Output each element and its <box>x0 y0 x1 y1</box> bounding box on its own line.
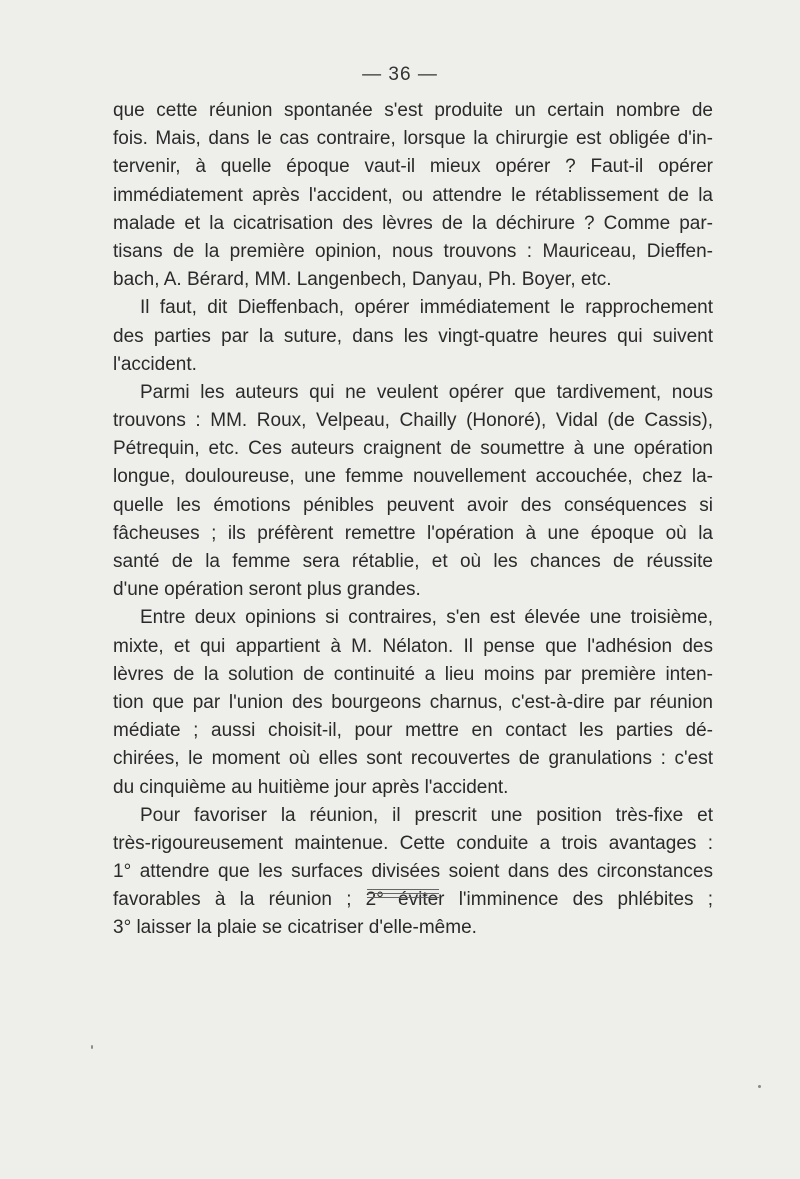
text-line: Parmi les auteurs qui ne veulent opérer que tardivement, nous <box>140 381 713 403</box>
text-line: des parties par la suture, dans les vingt-quatre heures qui suivent <box>113 325 713 347</box>
text-line: très-rigoureusement maintenue. Cette conduite a trois avantages : <box>113 832 713 854</box>
text-line: quelle les émotions pénibles peuvent avoir des conséquences si <box>113 494 713 516</box>
text-line: chirées, le moment où elles sont recouvertes de granulations : c'est <box>113 748 713 770</box>
text-line: du cinquième au huitième jour après l'accident. <box>113 776 509 798</box>
text-line: Pour favoriser la réunion, il prescrit une position très-fixe et <box>140 804 713 826</box>
end-rule <box>367 897 439 898</box>
text-line: malade et la cicatrisation des lèvres de la déchirure ? Comme par- <box>113 212 713 234</box>
end-rule <box>367 893 439 894</box>
body-text <box>113 97 713 943</box>
text-line: tervenir, à quelle époque vaut-il mieux opérer ? Faut-il opérer <box>113 156 713 178</box>
paper-speck <box>91 1045 93 1049</box>
text-line: tion que par l'union des bourgeons charnus, c'est-à-dire par réunion <box>113 691 713 713</box>
text-line: longue, douloureuse, une femme nouvellement accouchée, chez la- <box>113 466 713 488</box>
text-line: que cette réunion spontanée s'est produite un certain nombre de <box>113 100 713 121</box>
text-line: médiate ; aussi choisit-il, pour mettre en contact les parties dé- <box>113 720 713 742</box>
text-line: 3° laisser la plaie se cicatriser d'elle-même. <box>113 917 477 939</box>
text-line: santé de la femme sera rétablie, et où les chances de réussite <box>113 551 713 572</box>
page-number: — 36 — <box>362 64 438 85</box>
text-line: l'accident. <box>113 353 197 375</box>
paper-speck <box>758 1085 761 1088</box>
text-line: mixte, et qui appartient à M. Nélaton. Il pense que l'adhésion des <box>113 635 713 657</box>
text-line: 1° attendre que les surfaces divisées soient dans des circonstances <box>113 861 713 883</box>
text-line: tisans de la première opinion, nous trouvons : Mauriceau, Dieffen- <box>113 240 713 262</box>
text-line: favorables à la réunion ; 2° éviter l'imminence des phlébites ; <box>113 889 713 911</box>
text-line: Entre deux opinions si contraires, s'en est élevée une troisième, <box>140 607 713 629</box>
text-line: bach, A. Bérard, MM. Langenbech, Danyau, Ph. Boyer, etc. <box>113 269 612 291</box>
text-line: Pétrequin, etc. Ces auteurs craignent de soumettre à une opération <box>113 438 713 460</box>
end-rule <box>367 889 439 890</box>
text-line: d'une opération seront plus grandes. <box>113 579 421 601</box>
text-line: fois. Mais, dans le cas contraire, lorsque la chirurgie est obligée d'in- <box>113 128 713 150</box>
text-line: lèvres de la solution de continuité a lieu moins par première inten- <box>113 663 713 685</box>
text-line: Il faut, dit Dieffenbach, opérer immédiatement le rapprochement <box>140 297 713 319</box>
text-line: fâcheuses ; ils préfèrent remettre l'opération à une époque où la <box>113 522 713 544</box>
text-line: immédiatement après l'accident, ou attendre le rétablissement de la <box>113 184 713 206</box>
text-line: trouvons : MM. Roux, Velpeau, Chailly (Honoré), Vidal (de Cassis), <box>113 410 713 432</box>
